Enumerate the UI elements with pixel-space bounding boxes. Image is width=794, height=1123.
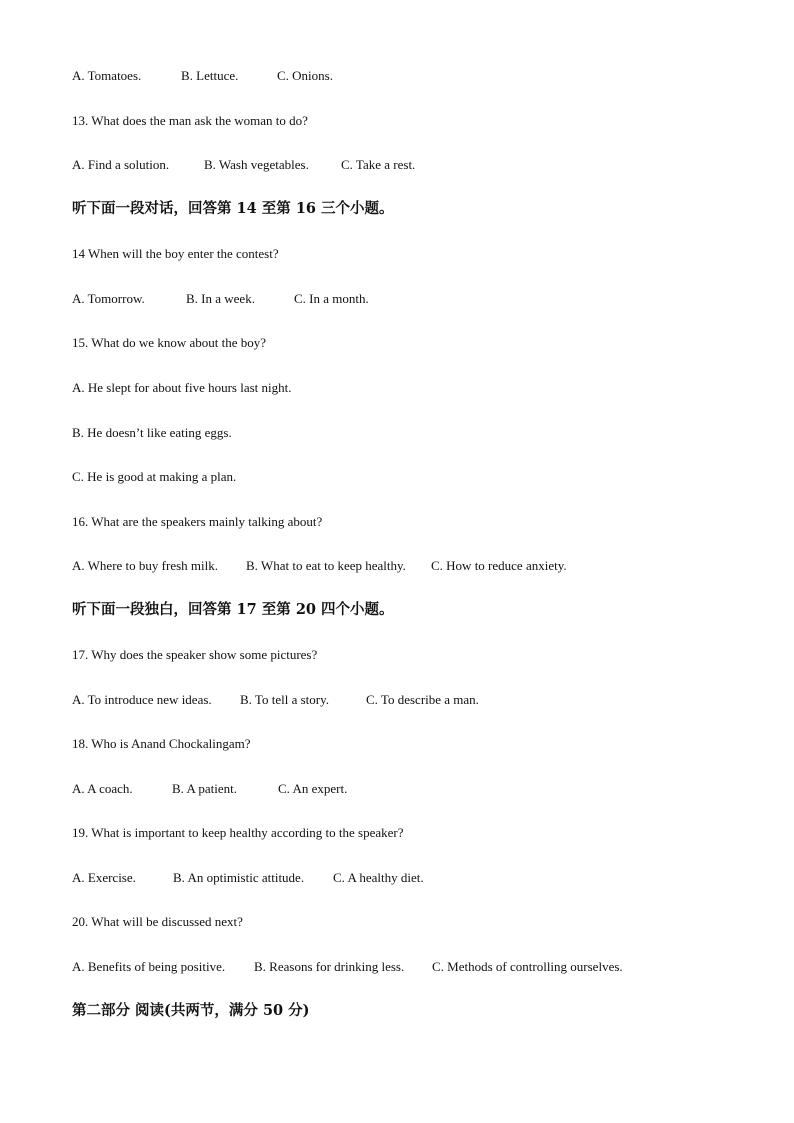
q15-option-a: A. He slept for about five hours last night.: [72, 380, 292, 395]
q19-option-b: B. An optimistic attitude.: [173, 870, 305, 885]
q17-options-row: [72, 692, 479, 708]
q12-option-a: A. Tomatoes.: [72, 68, 142, 83]
q15-option-b: B. He doesn’t like eating eggs.: [72, 425, 232, 440]
q20-question: 20. What will be discussed next?: [72, 914, 243, 929]
q19-question: 19. What is important to keep healthy according to the speaker?: [72, 825, 404, 840]
q15-option-c: C. He is good at making a plan.: [72, 469, 237, 484]
q13-options-row: [72, 157, 415, 173]
q12-options-row: [72, 68, 333, 84]
q13-option-b: B. Wash vegetables.: [204, 157, 309, 172]
q14-option-b: B. In a week.: [186, 291, 255, 306]
section-instruction-17-20: 听下面一段独白，回答第 17 至第 20 四个小题。: [72, 601, 394, 618]
q20-option-b: B. Reasons for drinking less.: [254, 959, 405, 974]
q16-option-a: A. Where to buy fresh milk.: [72, 558, 218, 573]
q19-option-a: A. Exercise.: [72, 870, 136, 885]
q12-option-c: C. Onions.: [277, 68, 333, 83]
q13-question: 13. What does the man ask the woman to do?: [72, 113, 308, 128]
q20-option-c: C. Methods of controlling ourselves.: [432, 959, 623, 974]
part2-heading: 第二部分 阅读(共两节，满分 50 分): [72, 1002, 310, 1019]
q19-options-row: [72, 870, 424, 886]
q18-question: 18. Who is Anand Chockalingam?: [72, 736, 251, 751]
q16-options-row: [72, 558, 567, 574]
q16-option-c: C. How to reduce anxiety.: [431, 558, 567, 573]
q20-options-row: [72, 959, 623, 975]
q19-option-c: C. A healthy diet.: [333, 870, 424, 885]
q16-option-b: B. What to eat to keep healthy.: [246, 558, 406, 573]
q12-option-b: B. Lettuce.: [181, 68, 239, 83]
q17-option-a: A. To introduce new ideas.: [72, 692, 212, 707]
q14-options-row: [72, 291, 369, 307]
q18-option-c: C. An expert.: [278, 781, 348, 796]
q13-option-a: A. Find a solution.: [72, 157, 170, 172]
q18-option-a: A. A coach.: [72, 781, 133, 796]
q15-question: 15. What do we know about the boy?: [72, 335, 266, 350]
q14-option-a: A. Tomorrow.: [72, 291, 145, 306]
q17-option-c: C. To describe a man.: [366, 692, 479, 707]
section-instruction-14-16: 听下面一段对话，回答第 14 至第 16 三个小题。: [72, 200, 394, 217]
q17-option-b: B. To tell a story.: [240, 692, 330, 707]
q13-option-c: C. Take a rest.: [341, 157, 416, 172]
q18-options-row: [72, 781, 347, 797]
q18-option-b: B. A patient.: [172, 781, 237, 796]
q20-option-a: A. Benefits of being positive.: [72, 959, 226, 974]
q14-question: 14 When will the boy enter the contest?: [72, 246, 279, 261]
q17-question: 17. Why does the speaker show some pictures?: [72, 647, 318, 662]
q16-question: 16. What are the speakers mainly talking about?: [72, 514, 323, 529]
q14-option-c: C. In a month.: [294, 291, 369, 306]
